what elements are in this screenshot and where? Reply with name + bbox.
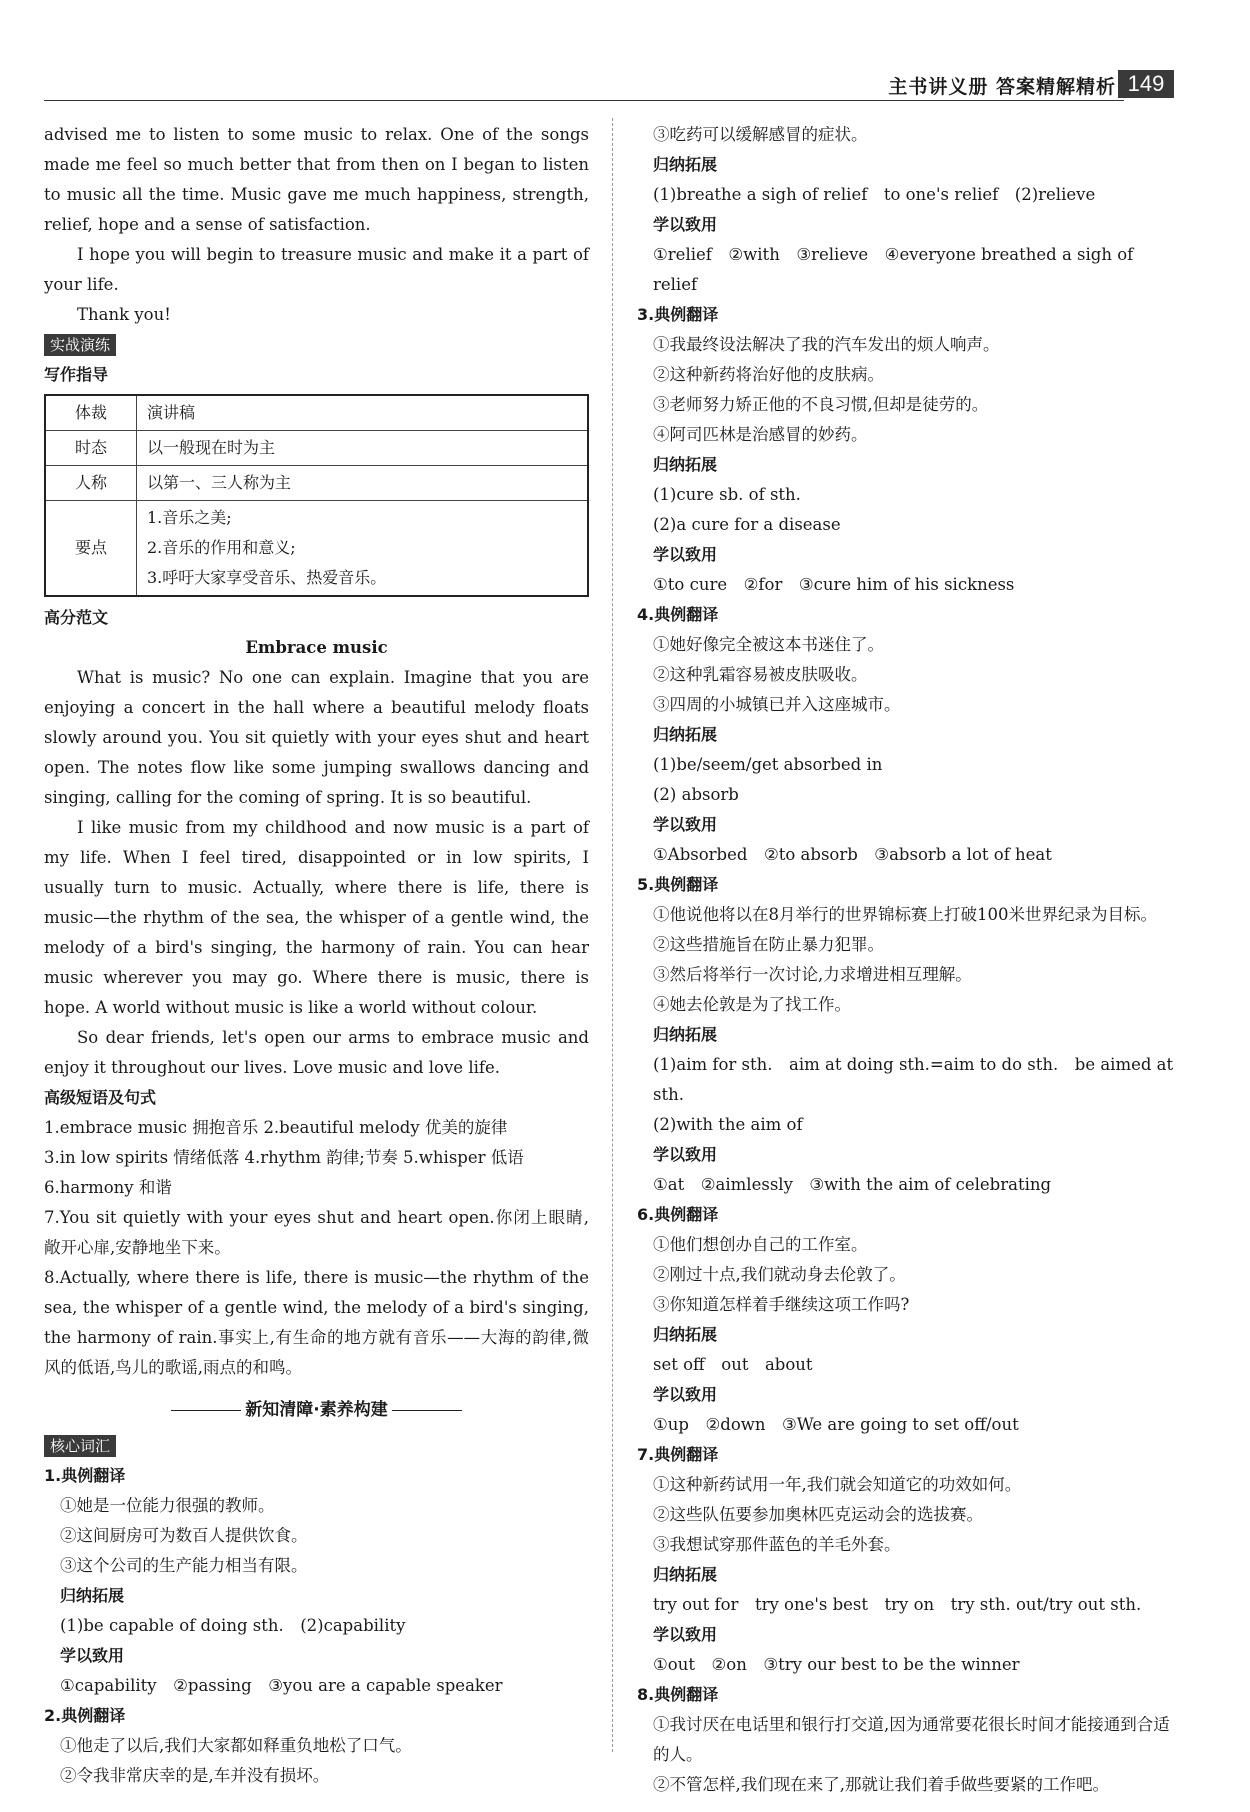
example-sentence: ②这间厨房可为数百人提供饮食。: [60, 1526, 308, 1545]
table-row: [45, 395, 588, 431]
intro-paragraph: I hope you will begin to treasure music and make it a part of your life.: [44, 245, 589, 294]
extension-text: (2)a cure for a disease: [653, 515, 841, 534]
practice-answer: ①up ②down ③We are going to set off/out: [653, 1415, 1019, 1434]
example-sentence: ④阿司匹林是治感冒的妙药。: [653, 425, 868, 444]
page-header: [0, 72, 1250, 104]
essay-paragraph: So dear friends, let's open our arms to embrace music and enjoy it throughout our lives. Love music and love life.: [44, 1028, 589, 1077]
essay-paragraph: I like music from my childhood and now music is a part of my life. When I feel tired, disappointed or in low spirits, I usually turn to music. Actually, where there is life, there is music—the rhythm of the sea, the whisper of a gentle wind, the melody of a bird's singing, the harmony of rain. You can hear music wherever you may go. Where there is music, there is hope. A world without music is like a world without colour.: [44, 818, 589, 1017]
essay-paragraph: What is music? No one can explain. Imagine that you are enjoying a concert in the hall where a beautiful melody floats slowly around you. You sit quietly with your eyes shut and heart open. The notes flow like some jumping swallows dancing and singing, calling for the coming of spring. It is so beautiful.: [44, 668, 589, 807]
extension-label: 归纳拓展: [653, 725, 718, 744]
title-rule: [392, 1410, 462, 1411]
page-number: 149: [1118, 70, 1174, 98]
table-value: 以第一、三人称为主: [137, 466, 589, 501]
extension-text: (2)with the aim of: [653, 1115, 803, 1134]
example-sentence: ①她是一位能力很强的教师。: [60, 1496, 275, 1515]
table-value: 以一般现在时为主: [137, 431, 589, 466]
vocab-7-heading: 7.典例翻译: [637, 1445, 719, 1464]
phrases-heading: 高级短语及句式: [44, 1088, 157, 1107]
practice-answer: ①capability ②passing ③you are a capable speaker: [60, 1676, 503, 1695]
example-sentence: ①这种新药试用一年,我们就会知道它的功效如何。: [653, 1475, 1022, 1494]
practice-label: 学以致用: [653, 545, 718, 564]
extension-text: set off out about: [653, 1355, 813, 1374]
section-title-text: 新知清障·素养构建: [245, 1400, 388, 1420]
essay-title: Embrace music: [245, 638, 388, 657]
example-sentence: ②刚过十点,我们就动身去伦敦了。: [653, 1265, 906, 1284]
extension-label: 归纳拓展: [60, 1586, 125, 1605]
example-sentence: ①他走了以后,我们大家都如释重负地松了口气。: [60, 1736, 412, 1755]
left-column: [44, 120, 589, 1785]
practice-label: 学以致用: [653, 215, 718, 234]
phrase-line: 7.You sit quietly with your eyes shut and heart open.你闭上眼睛,敞开心扉,安静地坐下来。: [44, 1208, 589, 1257]
phrase-line: 3.in low spirits 情绪低落 4.rhythm 韵律;节奏 5.whisper 低语: [44, 1148, 524, 1167]
table-point: 2.音乐的作用和意义;: [147, 538, 296, 557]
practice-answer: ①relief ②with ③relieve ④everyone breathed a sigh of relief: [653, 245, 1134, 294]
table-point: 1.音乐之美;: [147, 508, 232, 527]
practice-label: 学以致用: [653, 1145, 718, 1164]
intro-paragraph: advised me to listen to some music to relax. One of the songs made me feel so much better that from then on I began to listen to music all the time. Music gave me much happiness, strength, relief, hope and a sense of satisfaction.: [44, 125, 589, 234]
practice-answer: ①at ②aimlessly ③with the aim of celebrating: [653, 1175, 1052, 1194]
section-title: [44, 1395, 589, 1425]
extension-label: 归纳拓展: [653, 455, 718, 474]
extension-text: try out for try one's best try on try sth. out/try out sth.: [653, 1595, 1142, 1614]
example-sentence: ③四周的小城镇已并入这座城市。: [653, 695, 901, 714]
table-key: 人称: [45, 466, 137, 501]
example-sentence: ③吃药可以缓解感冒的症状。: [653, 125, 868, 144]
example-sentence: ②这种乳霜容易被皮肤吸收。: [653, 665, 868, 684]
vocab-5-heading: 5.典例翻译: [637, 875, 719, 894]
vocab-1-heading: 1.典例翻译: [44, 1466, 126, 1485]
vocab-4-heading: 4.典例翻译: [637, 605, 719, 624]
sample-essay-heading: 高分范文: [44, 608, 109, 627]
table-value: [137, 501, 589, 597]
table-key: 时态: [45, 431, 137, 466]
extension-text: (1)breathe a sigh of relief to one's relief (2)relieve: [653, 185, 1096, 204]
table-value: 演讲稿: [137, 395, 589, 431]
extension-text: (1)cure sb. of sth.: [653, 485, 801, 504]
practice-answer: ①to cure ②for ③cure him of his sickness: [653, 575, 1015, 594]
writing-guide-table: [44, 394, 589, 597]
example-sentence: ③我想试穿那件蓝色的羊毛外套。: [653, 1535, 901, 1554]
column-divider: [612, 118, 613, 1752]
phrase-line: 8.Actually, where there is life, there is music—the rhythm of the sea, the whisper of a gentle wind, the melody of a bird's singing, the harmony of rain.事实上,有生命的地方就有音乐——大海的韵律,微风的低语,鸟儿的歌谣,雨点的和鸣。: [44, 1268, 589, 1377]
table-key: 体裁: [45, 395, 137, 431]
extension-text: (1)be/seem/get absorbed in: [653, 755, 883, 774]
table-row: [45, 466, 588, 501]
example-sentence: ②令我非常庆幸的是,车并没有损坏。: [60, 1766, 330, 1785]
example-sentence: ②这种新药将治好他的皮肤病。: [653, 365, 884, 384]
practice-tag: 实战演练: [44, 334, 116, 356]
extension-label: 归纳拓展: [653, 155, 718, 174]
table-point: 3.呼吁大家享受音乐、热爱音乐。: [147, 568, 387, 587]
example-sentence: ①他们想创办自己的工作室。: [653, 1235, 868, 1254]
practice-answer: ①out ②on ③try our best to be the winner: [653, 1655, 1020, 1674]
header-title: 主书讲义册 答案精解精析: [888, 76, 1116, 98]
example-sentence: ③你知道怎样着手继续这项工作吗?: [653, 1295, 910, 1314]
extension-label: 归纳拓展: [653, 1325, 718, 1344]
example-sentence: ①他说他将以在8月举行的世界锦标赛上打破100米世界纪录为目标。: [653, 905, 1157, 924]
practice-label: 学以致用: [653, 815, 718, 834]
example-sentence: ③老师努力矫正他的不良习惯,但却是徒劳的。: [653, 395, 989, 414]
phrase-line: 1.embrace music 拥抱音乐 2.beautiful melody 优美的旋律: [44, 1118, 508, 1137]
vocab-3-heading: 3.典例翻译: [637, 305, 719, 324]
example-sentence: ②这些措施旨在防止暴力犯罪。: [653, 935, 884, 954]
example-sentence: ①她好像完全被这本书迷住了。: [653, 635, 884, 654]
example-sentence: ③然后将举行一次讨论,力求增进相互理解。: [653, 965, 972, 984]
table-row: [45, 501, 588, 597]
extension-text: (1)aim for sth. aim at doing sth.=aim to do sth. be aimed at sth.: [653, 1055, 1174, 1104]
example-sentence: ③这个公司的生产能力相当有限。: [60, 1556, 308, 1575]
vocab-2-heading: 2.典例翻译: [44, 1706, 126, 1725]
example-sentence: ②不管怎样,我们现在来了,那就让我们着手做些要紧的工作吧。: [653, 1775, 1109, 1794]
example-sentence: ④她去伦敦是为了找工作。: [653, 995, 851, 1014]
right-column: [637, 120, 1177, 1794]
extension-label: 归纳拓展: [653, 1565, 718, 1584]
example-sentence: ①我讨厌在电话里和银行打交道,因为通常要花很长时间才能接通到合适的人。: [653, 1715, 1170, 1764]
practice-label: 学以致用: [653, 1625, 718, 1644]
vocab-6-heading: 6.典例翻译: [637, 1205, 719, 1224]
writing-guide-heading: 写作指导: [44, 365, 109, 384]
vocab-tag: 核心词汇: [44, 1435, 116, 1457]
header-rule: [44, 100, 1124, 101]
intro-closing: Thank you!: [77, 305, 171, 324]
extension-label: 归纳拓展: [653, 1025, 718, 1044]
extension-text: (1)be capable of doing sth. (2)capability: [60, 1616, 406, 1635]
practice-answer: ①Absorbed ②to absorb ③absorb a lot of heat: [653, 845, 1052, 864]
extension-text: (2) absorb: [653, 785, 739, 804]
table-key: 要点: [45, 501, 137, 597]
phrase-line: 6.harmony 和谐: [44, 1178, 172, 1197]
example-sentence: ②这些队伍要参加奥林匹克运动会的选拔赛。: [653, 1505, 983, 1524]
title-rule: [171, 1410, 241, 1411]
practice-label: 学以致用: [60, 1646, 125, 1665]
vocab-8-heading: 8.典例翻译: [637, 1685, 719, 1704]
example-sentence: ①我最终设法解决了我的汽车发出的烦人响声。: [653, 335, 1000, 354]
table-row: [45, 431, 588, 466]
practice-label: 学以致用: [653, 1385, 718, 1404]
